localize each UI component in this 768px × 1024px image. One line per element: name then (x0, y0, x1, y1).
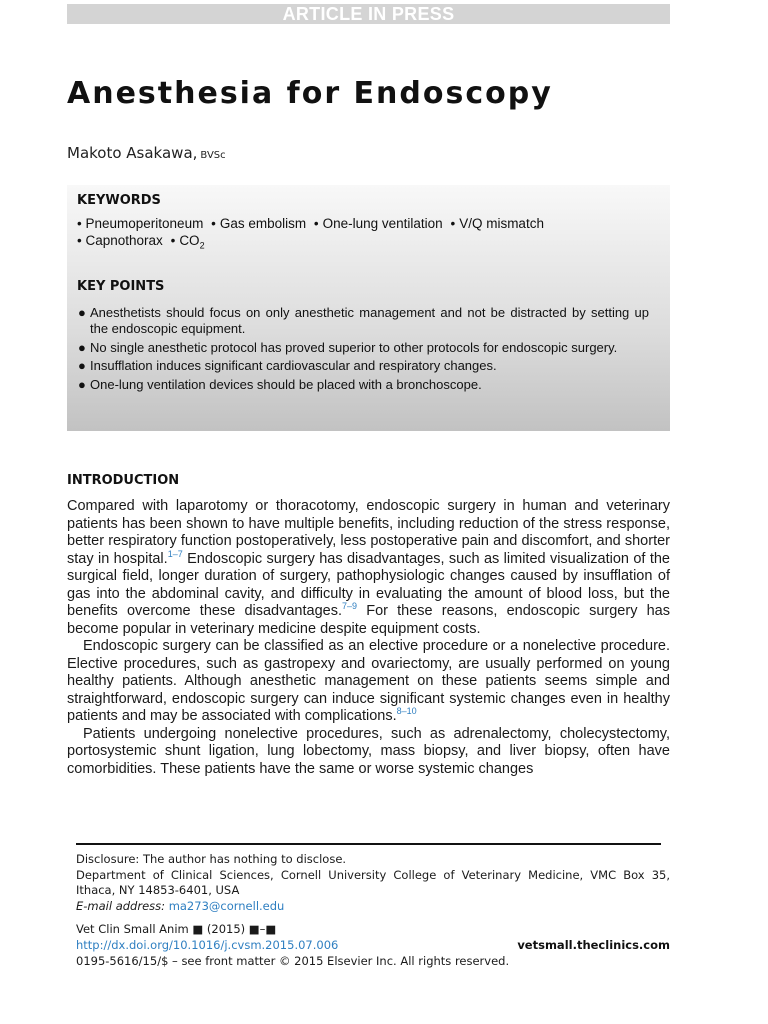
key-point-text: One-lung ventilation devices should be placed with a bronchoscope. (90, 376, 482, 392)
key-point-item (77, 340, 649, 356)
affiliation-note: Department of Clinical Sciences, Cornell University College of Veterinary Medicine, VMC Box 35, Ithaca, NY 14853-6401, USA (76, 867, 670, 897)
author-degree: BVSc (200, 150, 226, 161)
disclosure-note: Disclosure: The author has nothing to disclose. (76, 852, 347, 866)
keywords-keypoints-box (67, 185, 670, 431)
introduction-body (67, 498, 670, 778)
article-in-press-banner: ARTICLE IN PRESS (67, 4, 670, 24)
key-point-text: Insufflation induces significant cardiovascular and respiratory changes. (90, 358, 497, 373)
reference-link[interactable]: 1–7 (167, 548, 183, 559)
keyword-bullet: • (77, 233, 82, 248)
author-name: Makoto Asakawa, (67, 144, 198, 162)
bullet-icon: ● (78, 305, 86, 320)
reference-link[interactable]: 7–9 (342, 601, 358, 611)
journal-citation: Vet Clin Small Anim ■ (2015) ■–■ (76, 922, 277, 936)
keywords-line-2 (77, 233, 205, 251)
key-point-item (77, 377, 649, 393)
key-point-text: Anesthetists should focus on only anesthetic management and not be distracted by setting up the endoscopic equipment. (90, 305, 649, 336)
bullet-icon: ● (78, 358, 86, 373)
bullet-icon: ● (78, 339, 86, 355)
keyword-bullet: • (211, 216, 216, 231)
introduction-heading: INTRODUCTION (67, 473, 180, 488)
key-point-text: No single anesthetic protocol has proved superior to other protocols for endoscopic surgery. (90, 339, 618, 355)
paragraph-3 (67, 726, 670, 779)
key-point-item (77, 305, 649, 337)
key-point-item (77, 358, 649, 374)
paragraph-text: Endoscopic surgery has disadvantages, such as limited visualization of the surgical field, longer duration of surgery, pathophysiologic changes caused by insufflation of gas into the abdominal cavity, and difficulty in evaluating the amount of blood loss, but the benefits overcome these disadvantages. (67, 550, 670, 619)
footnotes (76, 852, 670, 914)
author-line (67, 144, 226, 162)
doi-link[interactable]: http://dx.doi.org/10.1016/j.cvsm.2015.07.006 (76, 938, 339, 952)
email-label: E-mail address: (76, 898, 166, 913)
keyword: V/Q mismatch (459, 216, 544, 231)
keyword-bullet: • (170, 233, 176, 248)
key-points-heading: KEY POINTS (77, 279, 165, 294)
key-points-list (77, 305, 649, 395)
keyword: Gas embolism (219, 216, 307, 231)
paragraph-text: Patients undergoing nonelective procedures, such as adrenalectomy, cholecystectomy, portosystemic shunt ligation, lung lobectomy, mass biopsy, and liver biopsy, often have comorbidities. These patients have the same or worse systemic changes (67, 725, 670, 777)
paragraph-1 (67, 498, 670, 638)
doi-row (76, 938, 670, 952)
reference-link[interactable]: 8–10 (396, 706, 417, 716)
keyword: Capnothorax (85, 233, 163, 248)
keyword-bullet: • (313, 216, 319, 231)
email-link[interactable]: ma273@cornell.edu (168, 898, 285, 913)
keyword-bullet: • (450, 216, 456, 231)
keywords-line-1 (77, 216, 544, 231)
bullet-icon: ● (78, 376, 86, 392)
journal-site: vetsmall.theclinics.com (517, 938, 670, 952)
paragraph-text: For these reasons, endoscopic surgery has become popular in veterinary medicine despite equipment costs. (67, 603, 670, 637)
paragraph-text: Compared with laparotomy or thoracotomy, endoscopic surgery in human and veterinary patients has been shown to have multiple benefits, including reduction of the stress response, better respiratory function postoperatively, less postoperative pain and discomfort, and shorter stay in hospital. (67, 498, 670, 567)
keyword: One-lung ventilation (322, 216, 443, 231)
keyword: Pneumoperitoneum (85, 216, 204, 231)
paragraph-text: Endoscopic surgery can be classified as an elective procedure or a nonelective procedure. Elective procedures, such as gastropexy and ovariectomy, are usually performed on young healthy patients. Although anesthetic management on these patients seems simple and straightforward, endoscopic surgery can induce significant systemic changes even in healthy patients and may be associated with complications. (67, 638, 670, 724)
paragraph-2 (67, 638, 670, 726)
keywords-heading: KEYWORDS (77, 193, 161, 208)
footnote-divider (76, 843, 661, 845)
keyword: CO (179, 233, 200, 248)
keyword-bullet: • (77, 216, 82, 231)
keyword-subscript: 2 (199, 240, 205, 251)
article-title: Anesthesia for Endoscopy (67, 76, 553, 111)
copyright-note: 0195-5616/15/$ – see front matter © 2015 Elsevier Inc. All rights reserved. (76, 954, 510, 968)
email-note (76, 899, 670, 915)
